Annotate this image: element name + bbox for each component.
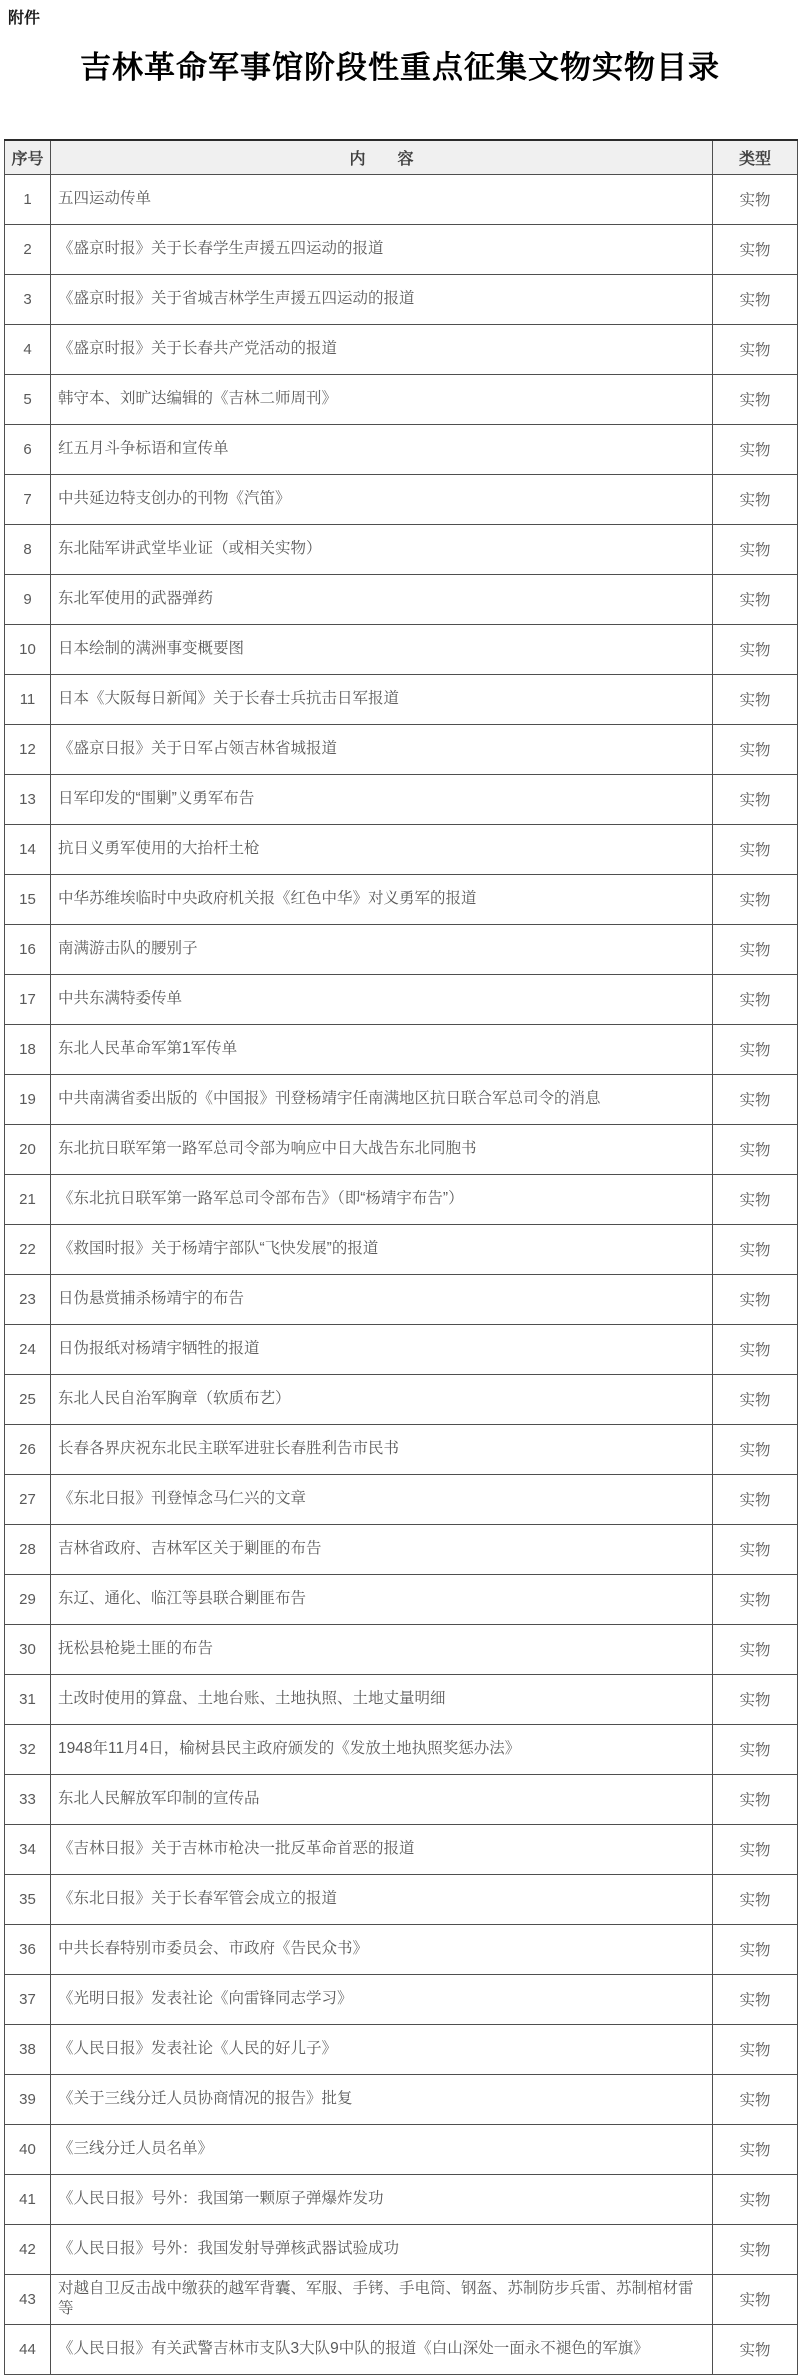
row-type: 实物: [713, 1974, 798, 2024]
row-content: 日伪报纸对杨靖宇牺牲的报道: [51, 1324, 713, 1374]
row-type: 实物: [713, 1474, 798, 1524]
row-content: 东北陆军讲武堂毕业证（或相关实物）: [51, 524, 713, 574]
table-row: [5, 874, 798, 924]
row-type: 实物: [713, 1824, 798, 1874]
row-type: 实物: [713, 824, 798, 874]
row-content: 《人民日报》发表社论《人民的好儿子》: [51, 2024, 713, 2074]
row-content: 《三线分迁人员名单》: [51, 2124, 713, 2174]
row-type: 实物: [713, 1174, 798, 1224]
row-content: 吉林省政府、吉林军区关于剿匪的布告: [51, 1524, 713, 1574]
table-row: [5, 1224, 798, 1274]
row-content: 《盛京时报》关于省城吉林学生声援五四运动的报道: [51, 274, 713, 324]
row-index: 25: [5, 1374, 51, 1424]
row-content: 东北人民革命军第1军传单: [51, 1024, 713, 1074]
table-row: [5, 1624, 798, 1674]
row-index: 2: [5, 224, 51, 274]
table-row: [5, 474, 798, 524]
table-row: [5, 724, 798, 774]
table-row: [5, 2224, 798, 2274]
row-index: 38: [5, 2024, 51, 2074]
row-type: 实物: [713, 2224, 798, 2274]
row-type: 实物: [713, 624, 798, 674]
row-content: 韩守本、刘旷达编辑的《吉林二师周刊》: [51, 374, 713, 424]
table-header: [5, 140, 798, 174]
row-type: 实物: [713, 1574, 798, 1624]
row-index: 28: [5, 1524, 51, 1574]
row-content: 《人民日报》号外：我国发射导弹核武器试验成功: [51, 2224, 713, 2274]
row-type: 实物: [713, 2124, 798, 2174]
row-content: 《人民日报》号外：我国第一颗原子弹爆炸发功: [51, 2174, 713, 2224]
table-row: [5, 1124, 798, 1174]
table-row: [5, 374, 798, 424]
row-index: 30: [5, 1624, 51, 1674]
row-index: 9: [5, 574, 51, 624]
table-row: [5, 2324, 798, 2374]
table-body: [5, 174, 798, 2374]
row-type: 实物: [713, 174, 798, 224]
row-type: 实物: [713, 224, 798, 274]
page-title: 吉林革命军事馆阶段性重点征集文物实物目录: [80, 50, 720, 85]
row-type: 实物: [713, 974, 798, 1024]
row-content: 五四运动传单: [51, 174, 713, 224]
row-content: 土改时使用的算盘、土地台账、土地执照、土地丈量明细: [51, 1674, 713, 1724]
row-content: 红五月斗争标语和宣传单: [51, 424, 713, 474]
row-index: 34: [5, 1824, 51, 1874]
table-row: [5, 1574, 798, 1624]
row-index: 20: [5, 1124, 51, 1174]
row-content: 《救国时报》关于杨靖宇部队“飞快发展”的报道: [51, 1224, 713, 1274]
table-row: [5, 674, 798, 724]
row-index: 16: [5, 924, 51, 974]
row-content: 东辽、通化、临江等县联合剿匪布告: [51, 1574, 713, 1624]
row-type: 实物: [713, 1524, 798, 1574]
row-index: 33: [5, 1774, 51, 1824]
row-content: 日本绘制的满洲事变概要图: [51, 624, 713, 674]
row-index: 8: [5, 524, 51, 574]
row-content: 对越自卫反击战中缴获的越军背囊、军服、手铐、手电筒、钢盔、苏制防步兵雷、苏制棺材雷等: [51, 2274, 713, 2324]
row-content: 东北军使用的武器弹药: [51, 574, 713, 624]
row-index: 41: [5, 2174, 51, 2224]
row-content: 抚松县枪毙土匪的布告: [51, 1624, 713, 1674]
row-index: 27: [5, 1474, 51, 1524]
row-index: 23: [5, 1274, 51, 1324]
row-content: 《东北日报》刊登悼念马仁兴的文章: [51, 1474, 713, 1524]
table-row: [5, 1674, 798, 1724]
row-type: 实物: [713, 1074, 798, 1124]
row-index: 15: [5, 874, 51, 924]
row-content: 《人民日报》有关武警吉林市支队3大队9中队的报道《白山深处一面永不褪色的军旗》: [51, 2324, 713, 2374]
row-type: 实物: [713, 924, 798, 974]
table-row: [5, 1974, 798, 2024]
row-index: 21: [5, 1174, 51, 1224]
row-index: 7: [5, 474, 51, 524]
relics-table: [4, 139, 798, 2375]
row-type: 实物: [713, 2174, 798, 2224]
row-type: 实物: [713, 1274, 798, 1324]
row-type: 实物: [713, 2324, 798, 2374]
row-type: 实物: [713, 1674, 798, 1724]
row-index: 35: [5, 1874, 51, 1924]
row-index: 18: [5, 1024, 51, 1074]
row-index: 11: [5, 674, 51, 724]
row-type: 实物: [713, 324, 798, 374]
col-header-content: 内 容: [51, 140, 713, 174]
row-index: 40: [5, 2124, 51, 2174]
table-row: [5, 824, 798, 874]
row-index: 36: [5, 1924, 51, 1974]
row-index: 44: [5, 2324, 51, 2374]
row-type: 实物: [713, 774, 798, 824]
table-row: [5, 1024, 798, 1074]
row-index: 12: [5, 724, 51, 774]
row-index: 24: [5, 1324, 51, 1374]
row-content: 东北抗日联军第一路军总司令部为响应中日大战告东北同胞书: [51, 1124, 713, 1174]
row-type: 实物: [713, 424, 798, 474]
table-row: [5, 1324, 798, 1374]
row-index: 10: [5, 624, 51, 674]
row-content: 《吉林日报》关于吉林市枪决一批反革命首恶的报道: [51, 1824, 713, 1874]
row-type: 实物: [713, 1324, 798, 1374]
table-row: [5, 1074, 798, 1124]
row-index: 6: [5, 424, 51, 474]
row-type: 实物: [713, 1724, 798, 1774]
row-type: 实物: [713, 1424, 798, 1474]
row-index: 29: [5, 1574, 51, 1624]
row-type: 实物: [713, 374, 798, 424]
row-content: 中共延边特支创办的刊物《汽笛》: [51, 474, 713, 524]
table-row: [5, 1874, 798, 1924]
table-row: [5, 624, 798, 674]
row-index: 3: [5, 274, 51, 324]
table-row: [5, 2124, 798, 2174]
row-type: 实物: [713, 2024, 798, 2074]
row-type: 实物: [713, 2074, 798, 2124]
table-row: [5, 324, 798, 374]
row-type: 实物: [713, 574, 798, 624]
table-row: [5, 174, 798, 224]
table-row: [5, 1724, 798, 1774]
row-content: 南满游击队的腰别子: [51, 924, 713, 974]
row-content: 《盛京日报》关于日军占领吉林省城报道: [51, 724, 713, 774]
row-index: 42: [5, 2224, 51, 2274]
row-index: 5: [5, 374, 51, 424]
table-row: [5, 1474, 798, 1524]
row-content: 中华苏维埃临时中央政府机关报《红色中华》对义勇军的报道: [51, 874, 713, 924]
table-row: [5, 224, 798, 274]
table-row: [5, 974, 798, 1024]
row-index: 39: [5, 2074, 51, 2124]
col-header-index: 序号: [5, 140, 51, 174]
table-row: [5, 2074, 798, 2124]
row-type: 实物: [713, 1374, 798, 1424]
col-header-type: 类型: [713, 140, 798, 174]
table-row: [5, 1824, 798, 1874]
row-type: 实物: [713, 1924, 798, 1974]
row-content: 东北人民解放军印制的宣传品: [51, 1774, 713, 1824]
row-index: 14: [5, 824, 51, 874]
table-row: [5, 574, 798, 624]
row-content: 日伪悬赏捕杀杨靖宇的布告: [51, 1274, 713, 1324]
attachment-label: 附件: [8, 10, 41, 27]
table-row: [5, 774, 798, 824]
table-row: [5, 1424, 798, 1474]
row-content: 《东北日报》关于长春军管会成立的报道: [51, 1874, 713, 1924]
row-content: 日军印发的“围剿”义勇军布告: [51, 774, 713, 824]
table-row: [5, 524, 798, 574]
table-row: [5, 924, 798, 974]
row-index: 22: [5, 1224, 51, 1274]
row-index: 31: [5, 1674, 51, 1724]
row-type: 实物: [713, 1774, 798, 1824]
row-type: 实物: [713, 674, 798, 724]
row-index: 37: [5, 1974, 51, 2024]
row-content: 《盛京时报》关于长春共产党活动的报道: [51, 324, 713, 374]
table-row: [5, 1774, 798, 1824]
row-index: 19: [5, 1074, 51, 1124]
row-type: 实物: [713, 474, 798, 524]
row-type: 实物: [713, 1124, 798, 1174]
header-row: [5, 140, 798, 174]
table-row: [5, 424, 798, 474]
row-type: 实物: [713, 524, 798, 574]
row-content: 日本《大阪每日新闻》关于长春士兵抗击日军报道: [51, 674, 713, 724]
table-row: [5, 2024, 798, 2074]
row-type: 实物: [713, 1024, 798, 1074]
table-row: [5, 1174, 798, 1224]
row-index: 4: [5, 324, 51, 374]
table-row: [5, 2174, 798, 2224]
row-type: 实物: [713, 1874, 798, 1924]
row-index: 1: [5, 174, 51, 224]
row-type: 实物: [713, 1624, 798, 1674]
row-content: 《光明日报》发表社论《向雷锋同志学习》: [51, 1974, 713, 2024]
table-row: [5, 1374, 798, 1424]
row-content: 中共东满特委传单: [51, 974, 713, 1024]
row-content: 东北人民自治军胸章（软质布艺）: [51, 1374, 713, 1424]
row-type: 实物: [713, 2274, 798, 2324]
row-type: 实物: [713, 724, 798, 774]
table-row: [5, 274, 798, 324]
table-row: [5, 2274, 798, 2324]
table-row: [5, 1924, 798, 1974]
row-content: 《盛京时报》关于长春学生声援五四运动的报道: [51, 224, 713, 274]
row-index: 26: [5, 1424, 51, 1474]
row-content: 中共南满省委出版的《中国报》刊登杨靖宇任南满地区抗日联合军总司令的消息: [51, 1074, 713, 1124]
row-content: 抗日义勇军使用的大抬杆土枪: [51, 824, 713, 874]
row-content: 《关于三线分迁人员协商情况的报告》批复: [51, 2074, 713, 2124]
row-type: 实物: [713, 274, 798, 324]
row-index: 43: [5, 2274, 51, 2324]
row-content: 中共长春特别市委员会、市政府《告民众书》: [51, 1924, 713, 1974]
row-content: 长春各界庆祝东北民主联军进驻长春胜利告市民书: [51, 1424, 713, 1474]
table-row: [5, 1524, 798, 1574]
row-type: 实物: [713, 874, 798, 924]
row-index: 13: [5, 774, 51, 824]
row-index: 32: [5, 1724, 51, 1774]
row-content: 《东北抗日联军第一路军总司令部布告》（即“杨靖宇布告”）: [51, 1174, 713, 1224]
row-type: 实物: [713, 1224, 798, 1274]
row-index: 17: [5, 974, 51, 1024]
row-content: 1948年11月4日，榆树县民主政府颁发的《发放土地执照奖惩办法》: [51, 1724, 713, 1774]
table-row: [5, 1274, 798, 1324]
